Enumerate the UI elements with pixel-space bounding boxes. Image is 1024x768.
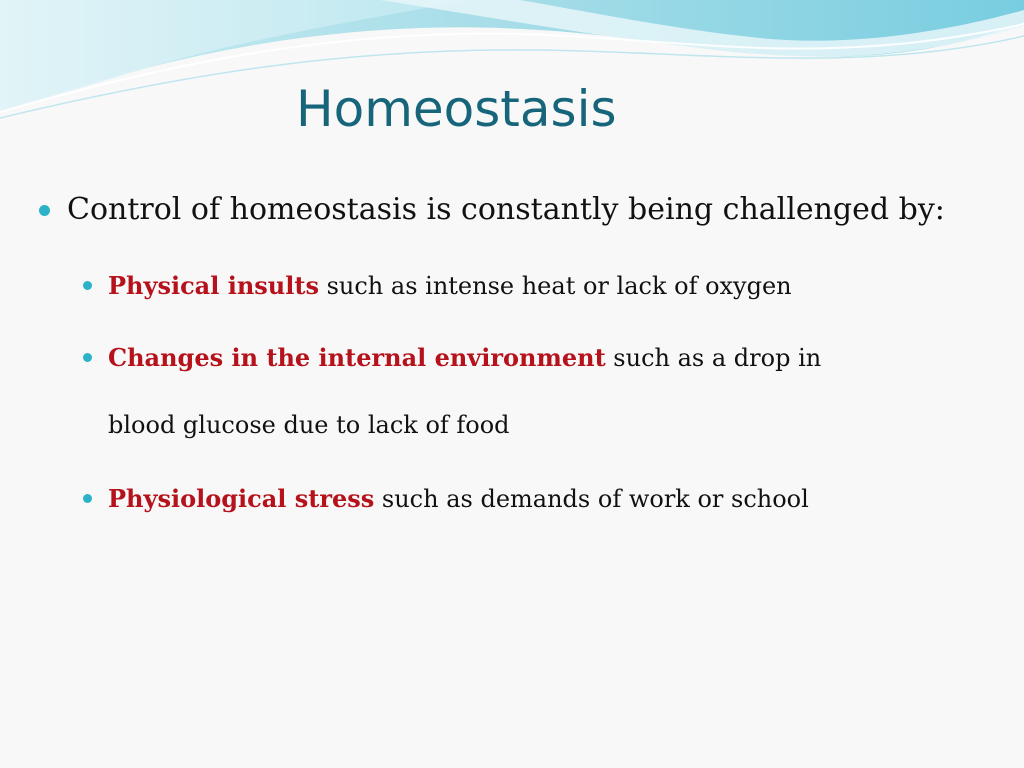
- sub-bullet-text: such as a drop in: [605, 344, 822, 372]
- sub-bullet-dot-icon: [83, 353, 92, 362]
- sub-bullet-highlight: Changes in the internal environment: [108, 343, 606, 372]
- main-bullet-text: Control of homeostasis is constantly being challenged by:: [67, 192, 945, 227]
- slide-title: Homeostasis: [296, 80, 617, 138]
- sub-bullet-highlight: Physical insults: [108, 271, 319, 300]
- sub-bullet-highlight: Physiological stress: [108, 484, 375, 513]
- sub-bullet-1: [108, 266, 988, 306]
- sub-bullet-text: such as intense heat or lack of oxygen: [318, 272, 792, 300]
- sub-bullet-dot-icon: [83, 281, 92, 290]
- bullet-dot-icon: [39, 205, 50, 216]
- sub-bullet-continuation: blood glucose due to lack of food: [108, 411, 510, 439]
- sub-bullet-3: [108, 479, 988, 519]
- sub-bullet-text: such as demands of work or school: [374, 485, 809, 513]
- sub-bullet-dot-icon: [83, 494, 92, 503]
- sub-bullet-2: [108, 338, 988, 445]
